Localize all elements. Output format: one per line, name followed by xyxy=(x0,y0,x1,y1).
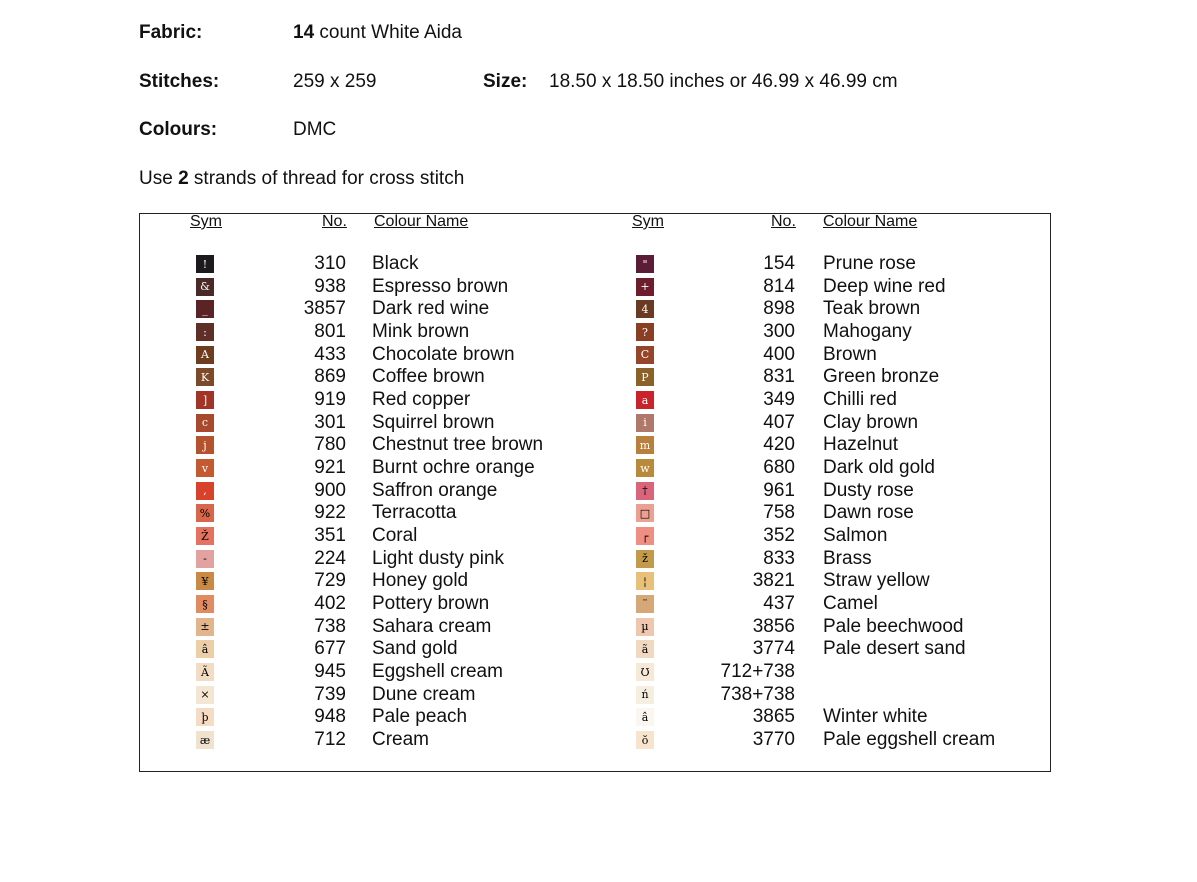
colour-name: Mink brown xyxy=(372,321,470,342)
dmc-number: 738+738 xyxy=(720,683,795,705)
dmc-number: 3857 xyxy=(303,298,346,320)
header-sym-right: Sym xyxy=(632,213,664,230)
symbol-swatch: ã xyxy=(636,640,654,658)
header-name-right: Colour Name xyxy=(823,213,918,230)
header-no-left: No. xyxy=(322,213,347,230)
dmc-number: 869 xyxy=(314,366,346,388)
symbol-swatch: Ž xyxy=(196,527,214,545)
colour-name: Chestnut tree brown xyxy=(372,434,544,456)
dmc-number: 154 xyxy=(763,253,795,274)
symbol-swatch: □ xyxy=(636,504,654,522)
symbol-swatch: P xyxy=(636,368,654,386)
colour-name: Teak brown xyxy=(823,298,921,320)
colour-name: Coral xyxy=(372,525,418,547)
symbol-swatch: m xyxy=(636,436,654,454)
symbol-swatch: ? xyxy=(636,323,654,341)
colour-name: Sahara cream xyxy=(372,615,492,637)
symbol-swatch: ¦ xyxy=(636,572,654,590)
colour-name: Espresso brown xyxy=(372,275,509,297)
symbol-swatch: C xyxy=(636,346,654,364)
dmc-number: 948 xyxy=(314,706,346,728)
symbol-swatch: ± xyxy=(196,618,214,636)
colour-name: Dawn rose xyxy=(823,502,914,524)
colour-name: Prune rose xyxy=(823,253,916,274)
dmc-number: 945 xyxy=(314,661,346,683)
size-label: Size: xyxy=(483,71,528,92)
dmc-number: 3774 xyxy=(752,638,795,660)
symbol-swatch: i xyxy=(636,414,654,432)
colour-name: Pale desert sand xyxy=(823,638,966,660)
dmc-number: 921 xyxy=(314,457,346,479)
colour-name: Winter white xyxy=(823,706,928,728)
symbol-swatch: , xyxy=(196,482,214,500)
colour-name: Dusty rose xyxy=(823,479,914,501)
colour-name: Cream xyxy=(372,729,430,751)
colour-name: Light dusty pink xyxy=(372,547,505,569)
symbol-swatch: 4 xyxy=(636,300,654,318)
colour-name: Saffron orange xyxy=(372,479,498,501)
strands-count: 2 xyxy=(178,168,189,189)
dmc-number: 402 xyxy=(314,593,346,615)
dmc-number: 407 xyxy=(763,411,795,433)
header-name-left: Colour Name xyxy=(374,213,469,230)
symbol-swatch: K xyxy=(196,368,214,386)
dmc-number: 831 xyxy=(763,366,795,388)
colour-name: Pottery brown xyxy=(372,593,490,615)
colour-name: Green bronze xyxy=(823,366,940,388)
symbol-swatch: w xyxy=(636,459,654,477)
size-value: 18.50 x 18.50 inches or 46.99 x 46.99 cm xyxy=(549,71,898,92)
symbol-swatch: § xyxy=(196,595,214,613)
symbol-swatch: : xyxy=(196,323,214,341)
dmc-number: 351 xyxy=(314,525,346,547)
dmc-number: 961 xyxy=(763,479,795,501)
fabric-value xyxy=(293,22,462,44)
symbol-swatch: þ xyxy=(196,708,214,726)
dmc-number: 352 xyxy=(763,525,795,547)
colour-name: Chocolate brown xyxy=(372,343,515,365)
colour-name: Dark old gold xyxy=(823,457,935,479)
symbol-swatch: + xyxy=(636,278,654,296)
colour-name: Pale eggshell cream xyxy=(823,729,996,751)
dmc-number: 919 xyxy=(314,389,346,411)
colour-name: Deep wine red xyxy=(823,275,946,297)
dmc-number: 3821 xyxy=(752,570,795,592)
symbol-swatch: Ã xyxy=(196,663,214,681)
dmc-number: 900 xyxy=(314,479,346,501)
colour-name: Camel xyxy=(823,593,878,615)
symbol-swatch: A xyxy=(196,346,214,364)
colour-name: Brass xyxy=(823,547,872,569)
symbol-swatch: % xyxy=(196,504,214,522)
colour-name: Dune cream xyxy=(372,683,476,705)
symbol-swatch: ¥ xyxy=(196,572,214,590)
dmc-number: 310 xyxy=(314,253,346,274)
dmc-number: 437 xyxy=(763,593,795,615)
dmc-number: 420 xyxy=(763,434,795,456)
colour-name: Burnt ochre orange xyxy=(372,457,535,479)
symbol-swatch: ž xyxy=(636,550,654,568)
colour-name: Chilli red xyxy=(823,389,897,411)
colour-name: Terracotta xyxy=(372,502,457,524)
dmc-number: 300 xyxy=(763,321,795,342)
symbol-swatch: ┌ xyxy=(636,527,654,545)
strands-pre: Use xyxy=(139,168,179,189)
dmc-number: 938 xyxy=(314,275,346,297)
colour-name: Sand gold xyxy=(372,638,458,660)
colour-name: Honey gold xyxy=(372,570,469,592)
dmc-number: 712 xyxy=(314,729,346,751)
stitches-label: Stitches: xyxy=(139,71,220,92)
dmc-number: 680 xyxy=(763,457,795,479)
colour-name: Straw yellow xyxy=(823,570,930,592)
colour-name: Black xyxy=(372,253,419,274)
symbol-swatch: æ xyxy=(196,731,214,749)
colour-name: Coffee brown xyxy=(372,366,485,388)
dmc-number: 3856 xyxy=(752,615,795,637)
symbol-swatch: Ʊ xyxy=(636,663,654,681)
dmc-number: 780 xyxy=(314,434,346,456)
dmc-number: 814 xyxy=(763,275,795,297)
fabric-description: count White Aida xyxy=(314,22,463,43)
dmc-number: 301 xyxy=(314,411,346,433)
colour-name: Red copper xyxy=(372,389,471,411)
symbol-swatch: µ xyxy=(636,618,654,636)
colour-name: Brown xyxy=(823,343,877,365)
dmc-number: 400 xyxy=(763,343,795,365)
symbol-swatch: a xyxy=(636,391,654,409)
colour-name: Eggshell cream xyxy=(372,661,503,683)
dmc-number: 677 xyxy=(314,638,346,660)
dmc-number: 349 xyxy=(763,389,795,411)
symbol-swatch: _ xyxy=(196,300,214,318)
colour-name: Pale peach xyxy=(372,706,468,728)
symbol-swatch: ] xyxy=(196,391,214,409)
colour-name: Pale beechwood xyxy=(823,615,964,637)
symbol-swatch: â xyxy=(196,640,214,658)
symbol-swatch: ŏ xyxy=(636,731,654,749)
stitches-value: 259 x 259 xyxy=(293,71,377,92)
dmc-number: 729 xyxy=(314,570,346,592)
colour-name: Salmon xyxy=(823,525,888,547)
symbol-swatch: c xyxy=(196,414,214,432)
header-no-right: No. xyxy=(771,213,796,230)
fabric-label: Fabric: xyxy=(139,22,203,43)
strands-post: strands of thread for cross stitch xyxy=(188,168,465,189)
dmc-number: 758 xyxy=(763,502,795,524)
colour-name: Clay brown xyxy=(823,411,919,433)
dmc-number: 922 xyxy=(314,502,346,524)
strands-instruction xyxy=(139,168,464,190)
symbol-swatch: - xyxy=(196,550,214,568)
symbol-swatch: ¨ xyxy=(636,595,654,613)
dmc-number: 739 xyxy=(314,683,346,705)
symbol-swatch: " xyxy=(636,255,654,273)
dmc-number: 801 xyxy=(314,321,346,342)
colour-name: Dark red wine xyxy=(372,298,490,320)
colour-name: Hazelnut xyxy=(823,434,898,456)
dmc-number: 833 xyxy=(763,547,795,569)
symbol-swatch: j xyxy=(196,436,214,454)
symbol-swatch: ń xyxy=(636,686,654,704)
colour-name: Mahogany xyxy=(823,321,912,342)
symbol-swatch: ! xyxy=(196,255,214,273)
symbol-swatch: † xyxy=(636,482,654,500)
colours-label: Colours: xyxy=(139,119,218,140)
colours-value: DMC xyxy=(293,119,337,140)
symbol-swatch: v xyxy=(196,459,214,477)
symbol-swatch: × xyxy=(196,686,214,704)
dmc-number: 3865 xyxy=(752,706,795,728)
colour-name: Squirrel brown xyxy=(372,411,495,433)
dmc-number: 3770 xyxy=(752,729,795,751)
dmc-number: 738 xyxy=(314,615,346,637)
header-sym-left: Sym xyxy=(190,213,222,230)
symbol-swatch: â xyxy=(636,708,654,726)
dmc-number: 433 xyxy=(314,343,346,365)
dmc-number: 898 xyxy=(763,298,795,320)
fabric-count: 14 xyxy=(293,22,315,43)
dmc-number: 712+738 xyxy=(720,661,795,683)
symbol-swatch: & xyxy=(196,278,214,296)
dmc-number: 224 xyxy=(314,547,346,569)
